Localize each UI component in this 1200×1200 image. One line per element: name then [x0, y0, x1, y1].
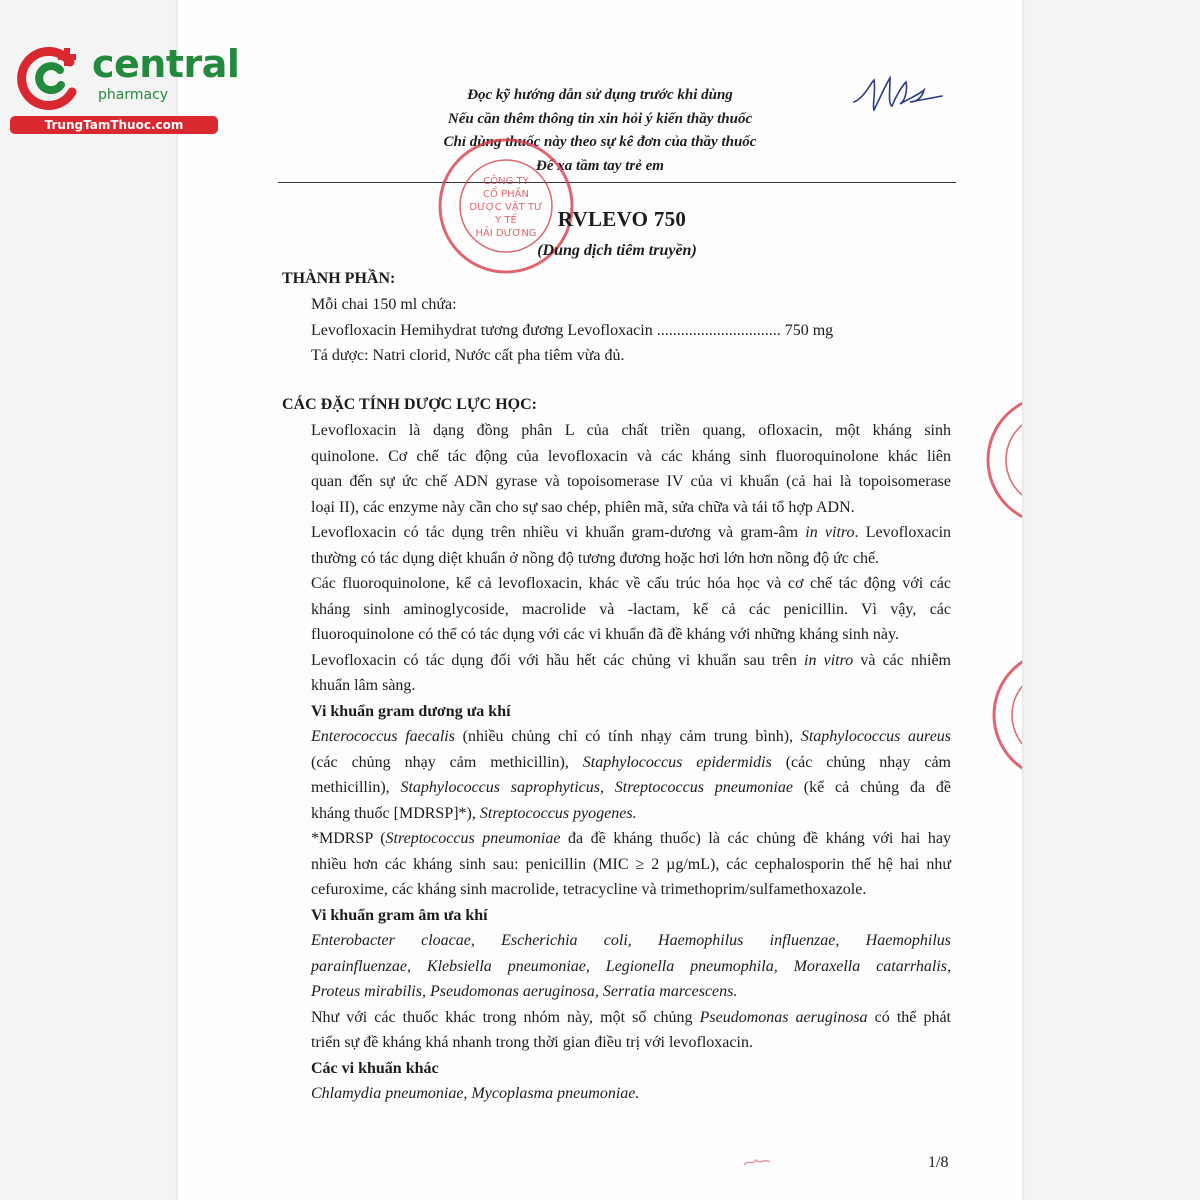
paragraph-line: Các fluoroquinolone, kể cả levofloxacin, khác về cấu trúc hóa học và cơ chế tác động với các: [311, 575, 951, 592]
product-title: RVLEVO 750: [557, 207, 687, 231]
paragraph-line: thường có tác dụng diệt khuẩn ở nồng độ tương đương hoặc hơi lớn hơn nồng độ ức chế.: [311, 549, 880, 567]
ink-mark: [742, 1156, 772, 1168]
stamp-text: CÔNG TY: [483, 176, 529, 187]
stamp-text: DƯỢC VẬT TƯ: [469, 202, 543, 213]
paragraph-line: Proteus mirabilis, Pseudomonas aeruginosa, Serratia marcescens.: [311, 983, 738, 1000]
header-divider: [278, 182, 956, 183]
composition-heading: THÀNH PHẦN:: [282, 270, 396, 287]
paragraph-line: triển sự đề kháng khá nhanh trong thời gian điều trị với levofloxacin.: [311, 1034, 753, 1051]
paragraph-line: (các chủng nhạy cảm methicillin), Staphylococcus epidermidis (các chủng nhạy cảm: [311, 753, 951, 771]
partial-stamp: [980, 385, 1022, 535]
paragraph-line: parainfluenzae, Klebsiella pneumoniae, Legionella pneumophila, Moraxella catarrhalis,: [311, 957, 951, 975]
handwritten-signature: [850, 72, 946, 118]
logo-brand-text: central: [92, 42, 240, 86]
paragraph-line: Enterococcus faecalis (nhiều chủng chỉ có tính nhạy cảm trung bình), Staphylococcus aureus: [311, 728, 952, 745]
product-form: (Dung dịch tiêm truyền): [537, 242, 697, 259]
paragraph-line: khuẩn lâm sàng.: [311, 677, 416, 694]
composition-line: Levofloxacin Hemihydrat tương đương Levofloxacin ............................... 750 mg: [311, 322, 834, 339]
logo-sub-text: pharmacy: [98, 87, 169, 103]
composition-line: Tá dược: Natri clorid, Nước cất pha tiêm vừa đủ.: [311, 347, 625, 364]
paragraph-line: Enterobacter cloacae, Escherichia coli, Haemophilus influenzae, Haemophilus: [311, 932, 951, 949]
paragraph-line: Chlamydia pneumoniae, Mycoplasma pneumoniae.: [311, 1085, 640, 1102]
logo-banner[interactable]: TrungTamThuoc.com: [10, 116, 218, 134]
other-bacteria-heading: Các vi khuẩn khác: [311, 1059, 439, 1077]
paragraph-line: nhiều hơn các kháng sinh sau: penicillin (MIC ≥ 2 µg/mL), các cephalosporin thế hệ hai như: [311, 855, 951, 873]
paragraph-line: Như với các thuốc khác trong nhóm này, một số chủng Pseudomonas aeruginosa có thể phát: [311, 1008, 952, 1026]
paragraph-line: kháng sinh aminoglycoside, macrolide và -lactam, kể cả các penicillin. Vì vậy, các: [311, 600, 951, 618]
stamp-text: HẢI DƯƠNG: [475, 228, 537, 239]
paragraph-line: kháng thuốc [MDRSP]*), Streptococcus pyogenes.: [311, 804, 637, 822]
gram-negative-heading: Vi khuẩn gram âm ưa khí: [311, 906, 488, 924]
stamp-text: CỔ PHẦN: [483, 189, 529, 200]
warning-line: Đọc kỹ hướng dẫn sử dụng trước khi dùng: [467, 87, 733, 103]
warning-line: Để xa tầm tay trẻ em: [536, 157, 664, 174]
pharmacodynamics-heading: CÁC ĐẶC TÍNH DƯỢC LỰC HỌC:: [282, 396, 537, 413]
paragraph-line: quan đến sự ức chế ADN gyrase và topoisomerase IV của vi khuẩn (cả hai là topoisomerase: [311, 473, 951, 490]
warning-line: Chỉ dùng thuốc này theo sự kê đơn của thầy thuốc: [443, 134, 757, 150]
paragraph-line: Levofloxacin có tác dụng đối với hầu hết các chủng vi khuẩn sau trên in vitro và các nhiễm: [311, 651, 952, 669]
paragraph-line: methicillin), Staphylococcus saprophyticus, Streptococcus pneumoniae (kể cả chủng đa đề: [311, 779, 952, 796]
warning-line: Nếu cần thêm thông tin xin hỏi ý kiến thầy thuốc: [447, 110, 753, 127]
paragraph-line: quinolone. Cơ chế tác động của levofloxacin và các kháng sinh fluoroquinolone khác liên: [311, 447, 951, 465]
composition-line: Mỗi chai 150 ml chứa:: [311, 296, 457, 313]
stamp-text: Y TẾ: [495, 215, 517, 226]
partial-stamp: [990, 640, 1022, 790]
paragraph-line: cefuroxime, các kháng sinh macrolide, tetracycline và trimethoprim/sulfamethoxazole.: [311, 881, 867, 898]
page-number: 1/8: [928, 1154, 949, 1171]
paragraph-line: Levofloxacin có tác dụng trên nhiều vi khuẩn gram-dương và gram-âm in vitro. Levofloxacin: [311, 524, 952, 541]
central-pharmacy-emblem-icon: [12, 40, 86, 114]
gram-positive-heading: Vi khuẩn gram dương ưa khí: [311, 702, 511, 720]
paragraph-line: loại II), các enzyme này cần cho sự sao chép, phiên mã, sửa chữa và tái tổ hợp ADN.: [311, 498, 855, 516]
central-pharmacy-logo: [8, 36, 240, 136]
paragraph-line: *MDRSP (Streptococcus pneumoniae đa đề kháng thuốc) là các chủng đề kháng với hai hay: [311, 830, 952, 847]
paragraph-line: Levofloxacin là dạng đồng phân L của chất triền quang, ofloxacin, một kháng sinh: [311, 422, 951, 439]
paragraph-line: fluoroquinolone có thể có tác dụng với các vi khuẩn đã đề kháng với những kháng sinh này.: [311, 626, 899, 643]
